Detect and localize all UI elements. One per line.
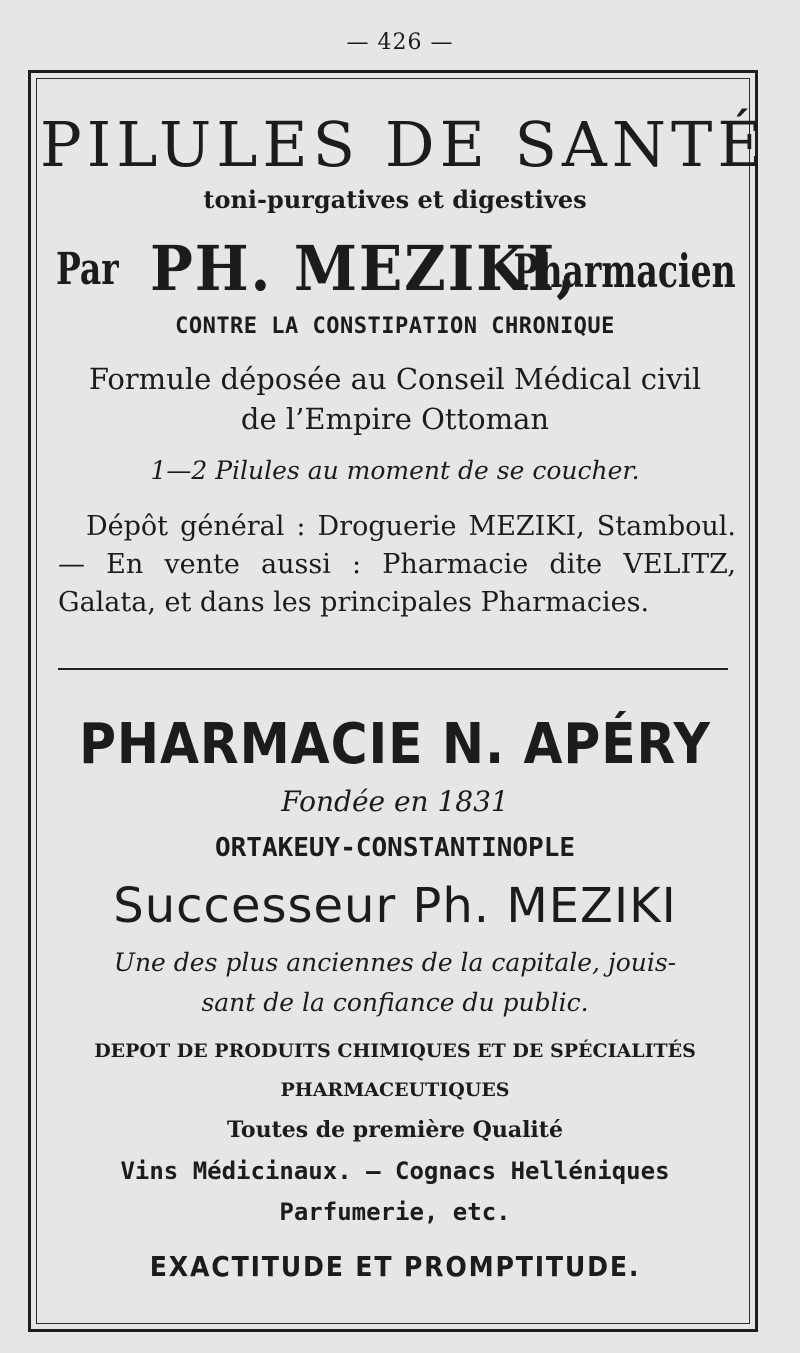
depot-text: Dépôt général : Droguerie MEZIKI, Stamboul. — En vente aussi : Pharmacie dite VELITZ, Galata, et dans les principales Pharmacies.	[58, 511, 736, 618]
page-number: — 426 —	[346, 30, 454, 55]
successor-line: Successeur Ph. MEZIKI	[113, 878, 677, 934]
products-line-1: DEPOT DE PRODUITS CHIMIQUES ET DE SPÉCIALITÉS	[94, 1040, 696, 1062]
reputation-line-2: sant de la confiance du public.	[201, 988, 589, 1017]
goods-line-2: Parfumerie, etc.	[279, 1198, 511, 1226]
quality-line: Toutes de première Qualité	[227, 1117, 563, 1143]
reputation-line-1: Une des plus anciennes de la capitale, jouis-	[113, 948, 677, 977]
location-line: ORTAKEUY-CONSTANTINOPLE	[214, 833, 576, 863]
by-label: Par	[56, 244, 119, 295]
motto-line: EXACTITUDE ET PROMPTITUDE.	[149, 1250, 641, 1283]
formula-line-1: Formule déposée au Conseil Médical civil	[88, 362, 702, 396]
pharmacist-role: Pharmacien	[513, 244, 736, 298]
pharmacist-line	[40, 232, 750, 312]
depot-paragraph	[58, 508, 736, 622]
goods-line-1: Vins Médicinaux. — Cognacs Helléniques	[120, 1157, 670, 1185]
pharmacie-title: PHARMACIE N. APÉRY	[79, 712, 711, 777]
indication: CONTRE LA CONSTIPATION CHRONIQUE	[175, 314, 615, 339]
formula-line-2: de l’Empire Ottoman	[240, 402, 550, 436]
pilules-title: PILULES DE SANTÉ	[40, 108, 768, 181]
section-divider	[58, 668, 728, 670]
founded-line: Fondée en 1831	[281, 785, 509, 818]
products-line-2: PHARMACEUTIQUES	[280, 1079, 510, 1101]
pharmacist-name: PH. MEZIKI,	[150, 232, 578, 305]
pilules-subtitle: toni-purgatives et digestives	[203, 185, 587, 214]
dosage: 1—2 Pilules au moment de se coucher.	[150, 456, 640, 485]
